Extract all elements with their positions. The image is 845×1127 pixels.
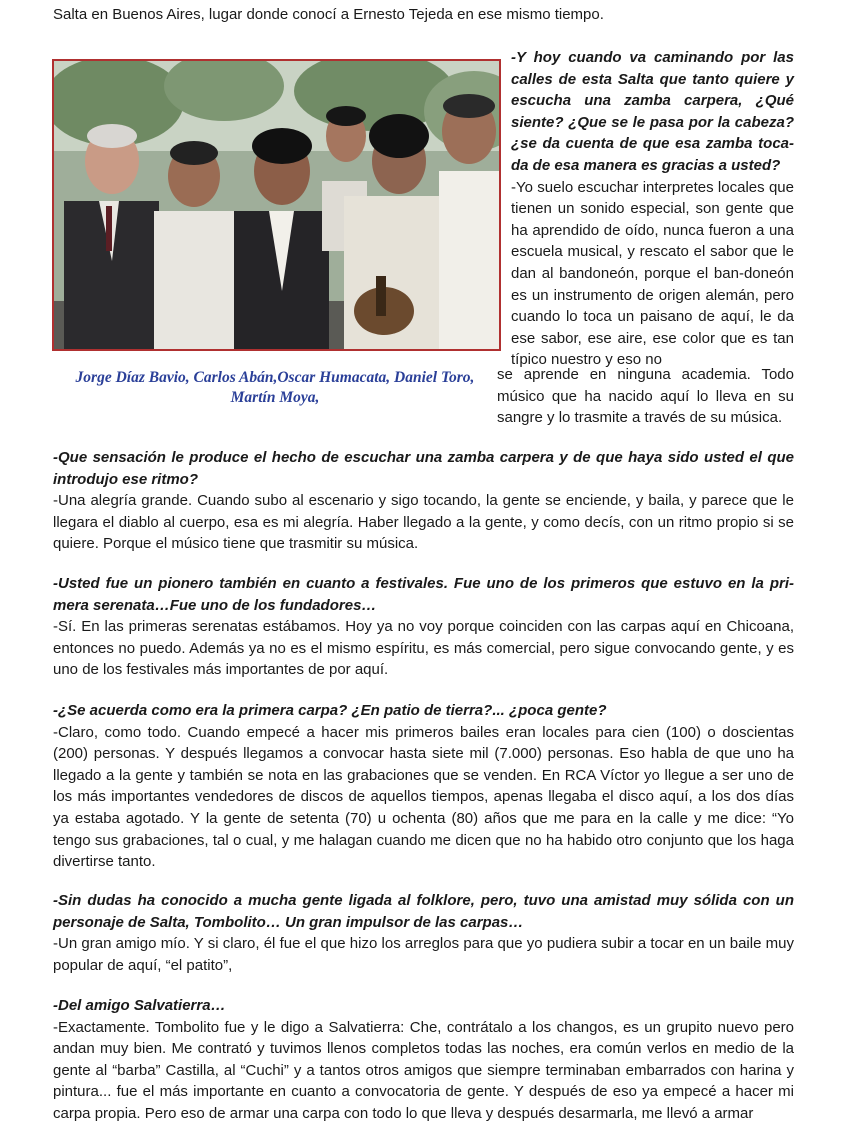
qa-section bbox=[53, 700, 794, 873]
side-answer-continued: se aprende en ninguna academia. Todo músico que ha nacido aquí lo lleva en su sangre y lo trasmite a través de su música. bbox=[497, 366, 794, 427]
qa-section bbox=[53, 890, 794, 976]
photo-caption: Jorge Díaz Bavio, Carlos Abán,Oscar Humacata, Daniel Toro, Martín Moya, bbox=[75, 369, 475, 406]
group-photo-image bbox=[54, 61, 499, 349]
question: -Del amigo Salvatierra… bbox=[53, 997, 226, 1014]
answer: -Una alegría grande. Cuando subo al escenario y sigo tocando, la gente se enciende, y baila, y parece que le llegara el diablo al cuerpo, esa es mi alegría. Haber llegado a la gente, y como decís, con un ritmo propio si se quiere. Porque el músico tiene que trasmitir su música. bbox=[53, 492, 794, 553]
answer: -Claro, como todo. Cuando empecé a hacer mis primeros bailes eran locales para cien (100) o doscientas (200) personas. Y después llegamos a convocar hasta siete mil (7.000) personas. Eso habla de que uno ha llegado a la gente y también se nota en las grabaciones que se venden. En RCA Víctor yo llegue a ser uno de los más importantes vendedores de discos de aquellos tiempos, apenas llegaba el disco aquí, a los dos días ya estaba agotado. Y la gente de setenta (70) u ochenta (80) años que me para en la calle y me dice: “Yo tengo sus grabaciones, tal o cual, y me halagan cuando me dicen que no ha habido otro conjunto que los haga divertirse tanto. bbox=[53, 723, 794, 871]
answer: -Exactamente. Tombolito fue y le digo a Salvatierra: Che, contrátalo a los changos, es un grupito nuevo pero andan muy bien. Me contrató y tuvimos llenos completos todas las noches, era común verlos en medio de la gente al “barba” Castilla, al “Cuchi” y a tantos otros amigos que siempre terminaban embarrados con harina y pintura... fue el más importante en cuanto a convocatoria de gente. Y después de eso ya empecé a hacer mi carpa propia. Pero eso de armar una carpa con todo lo que lleva y después desarmarla, me llevó a armar bbox=[53, 1018, 794, 1122]
qa-section bbox=[53, 447, 794, 555]
qa-section bbox=[53, 995, 794, 1125]
side-column bbox=[511, 47, 794, 371]
answer: -Sí. En las primeras serenatas estábamos. Hoy ya no voy porque coinciden con las carpas aquí en Chicoana, entonces no puedo. Además ya no es el mismo espíritu, es más comercial, pero sigue convocando gente, y es uno de los festivales más importantes de por aquí. bbox=[53, 618, 794, 679]
group-photo bbox=[52, 59, 501, 351]
question: -Usted fue un pionero también en cuanto a festivales. Fue uno de los primeros que estuvo en la pri-mera serenata…Fue uno de los fundadores… bbox=[53, 575, 794, 614]
question: -Sin dudas ha conocido a mucha gente ligada al folklore, pero, tuvo una amistad muy sólida con un personaje de Salta, Tombolito… Un gran impulsor de las carpas… bbox=[53, 892, 794, 931]
question: -¿Se acuerda como era la primera carpa? ¿En patio de tierra?... ¿poca gente? bbox=[53, 702, 607, 719]
side-question: -Y hoy cuando va caminando por las calles de esta Salta que tanto quiere y escucha una zamba carpera, ¿Qué siente? ¿Que se le pasa por la cabeza? ¿se da cuenta de que esa zamba toca-da de esa manera es gracias a usted? bbox=[511, 49, 794, 174]
qa-section bbox=[53, 573, 794, 681]
question: -Que sensación le produce el hecho de escuchar una zamba carpera y de que haya sido usted el que introdujo ese ritmo? bbox=[53, 449, 794, 488]
answer: -Un gran amigo mío. Y si claro, él fue el que hizo los arreglos para que yo pudiera subir a tocar en un baile muy popular de aquí, “el patito”, bbox=[53, 935, 794, 974]
intro-line: Salta en Buenos Aires, lugar donde conocí a Ernesto Tejeda en ese mismo tiempo. bbox=[53, 6, 604, 23]
side-answer: -Yo suelo escuchar interpretes locales que tienen un sonido especial, son gente que ha aprendido de oído, nunca fueron a una escuela musical, y rescato el sabor que le dan al bandoneón, porque el ban-doneón es un instrumento de origen alemán, pero cuando lo toca un paisano de aquí, le da ese sabor, ese aire, ese color que es tan típico nuestro y eso no bbox=[511, 178, 794, 369]
